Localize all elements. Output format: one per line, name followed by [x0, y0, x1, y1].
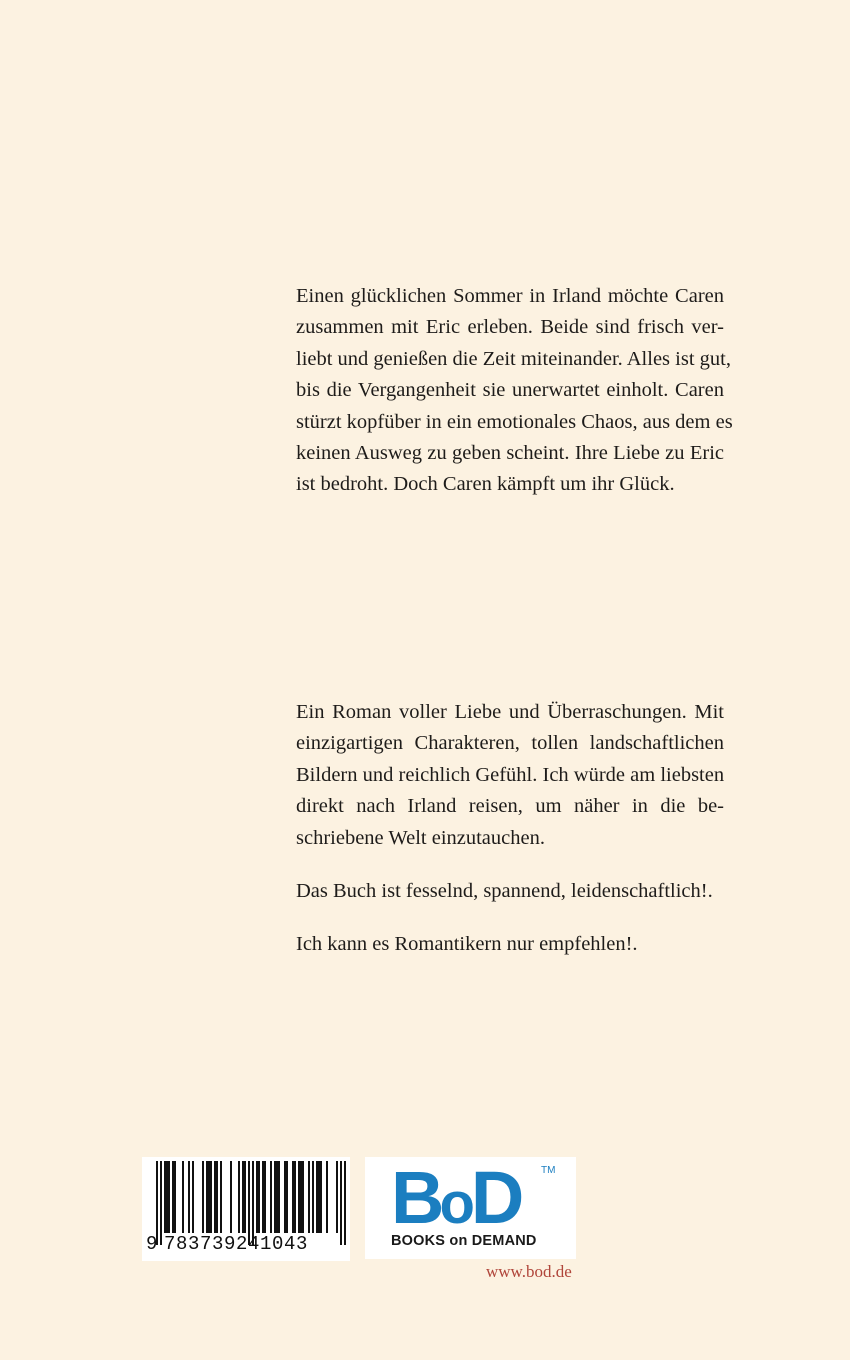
review-line: direkt nach Irland reisen, um näher in die be-: [296, 795, 724, 818]
barcode-bar: [278, 1161, 280, 1233]
bod-letter-o: o: [439, 1171, 471, 1236]
review-line: einzigartigen Charakteren, tollen landschaftlichen: [296, 732, 724, 755]
barcode-bar: [192, 1161, 194, 1233]
barcode-bar: [188, 1161, 190, 1233]
barcode-bar: [256, 1161, 258, 1233]
barcode-bar: [242, 1161, 244, 1233]
blurb-paragraph: [296, 281, 733, 501]
barcode-bar: [160, 1161, 162, 1245]
barcode-bar: [174, 1161, 176, 1233]
bod-letter-b: B: [391, 1156, 440, 1239]
barcode-bar: [318, 1161, 320, 1233]
bod-tagline: BOOKS on DEMAND: [391, 1233, 537, 1249]
barcode-bar: [326, 1161, 328, 1233]
barcode-bar: [216, 1161, 218, 1233]
barcode-bar: [298, 1161, 300, 1233]
barcode-bar: [168, 1161, 170, 1233]
barcode-bar: [262, 1161, 264, 1233]
blurb-line: stürzt kopfüber in ein emotionales Chaos, aus dem es: [296, 410, 733, 433]
barcode-bar: [172, 1161, 174, 1233]
review-line: Ein Roman voller Liebe und Überraschungen. Mit: [296, 701, 724, 723]
bod-logo-mark: [391, 1156, 520, 1241]
barcode-bar: [300, 1161, 302, 1233]
barcode-bar: [340, 1161, 342, 1245]
barcode-bar: [210, 1161, 212, 1233]
review-paragraph-3: [296, 929, 724, 960]
review-line: Das Buch ist fesselnd, spannend, leidenschaftlich!.: [296, 880, 713, 903]
review-line: Bildern und reichlich Gefühl. Ich würde am liebsten: [296, 763, 725, 786]
blurb-line: zusammen mit Eric erleben. Beide sind frisch ver-: [296, 316, 724, 339]
barcode-digit-group: 783739241043: [164, 1233, 309, 1255]
review-section: [296, 697, 724, 961]
barcode-bar: [230, 1161, 232, 1233]
trademark-symbol: TM: [541, 1165, 556, 1176]
barcode-bar: [320, 1161, 322, 1233]
barcode-bar: [244, 1161, 246, 1233]
review-paragraph-2: [296, 876, 724, 907]
blurb-line: ist bedroht. Doch Caren kämpft um ihr Glück.: [296, 473, 675, 496]
blurb-line: bis die Vergangenheit sie unerwartet einholt. Caren: [296, 379, 724, 402]
barcode-bar: [264, 1161, 266, 1233]
publisher-url: www.bod.de: [486, 1262, 572, 1281]
blurb-line: keinen Ausweg zu geben scheint. Ihre Liebe zu Eric: [296, 442, 724, 465]
barcode-bar: [316, 1161, 318, 1233]
barcode-bar: [206, 1161, 208, 1233]
barcode-bar: [258, 1161, 260, 1233]
blurb-line: Einen glücklichen Sommer in Irland möchte Caren: [296, 285, 724, 307]
barcode-bar: [308, 1161, 310, 1233]
barcode-bar: [312, 1161, 314, 1233]
bod-letter-d: D: [470, 1156, 520, 1239]
barcode-bar: [202, 1161, 204, 1233]
barcode-bar: [286, 1161, 288, 1233]
review-line: Ich kann es Romantikern nur empfehlen!.: [296, 933, 638, 956]
barcode-bar: [220, 1161, 222, 1233]
isbn-barcode: [142, 1157, 350, 1261]
barcode-bar: [302, 1161, 304, 1233]
review-paragraph-1: [296, 697, 724, 854]
barcode-bar: [294, 1161, 296, 1233]
barcode-bar: [208, 1161, 210, 1233]
barcode-bar: [284, 1161, 286, 1233]
barcode-bar: [292, 1161, 294, 1233]
barcode-bar: [182, 1161, 184, 1233]
review-line: schriebene Welt einzutauchen.: [296, 826, 545, 849]
blurb-line: liebt und genießen die Zeit miteinander. Alles ist gut,: [296, 347, 731, 370]
barcode-bar: [164, 1161, 166, 1233]
barcode-bar: [336, 1161, 338, 1233]
barcode-bar: [274, 1161, 276, 1233]
bod-logo: [365, 1157, 576, 1259]
barcode-bar: [214, 1161, 216, 1233]
barcode-bar: [344, 1161, 346, 1245]
barcode-first-digit: 9: [146, 1233, 158, 1255]
barcode-bar: [276, 1161, 278, 1233]
barcode-bar: [166, 1161, 168, 1233]
barcode-bar: [270, 1161, 272, 1233]
barcode-bar: [238, 1161, 240, 1233]
